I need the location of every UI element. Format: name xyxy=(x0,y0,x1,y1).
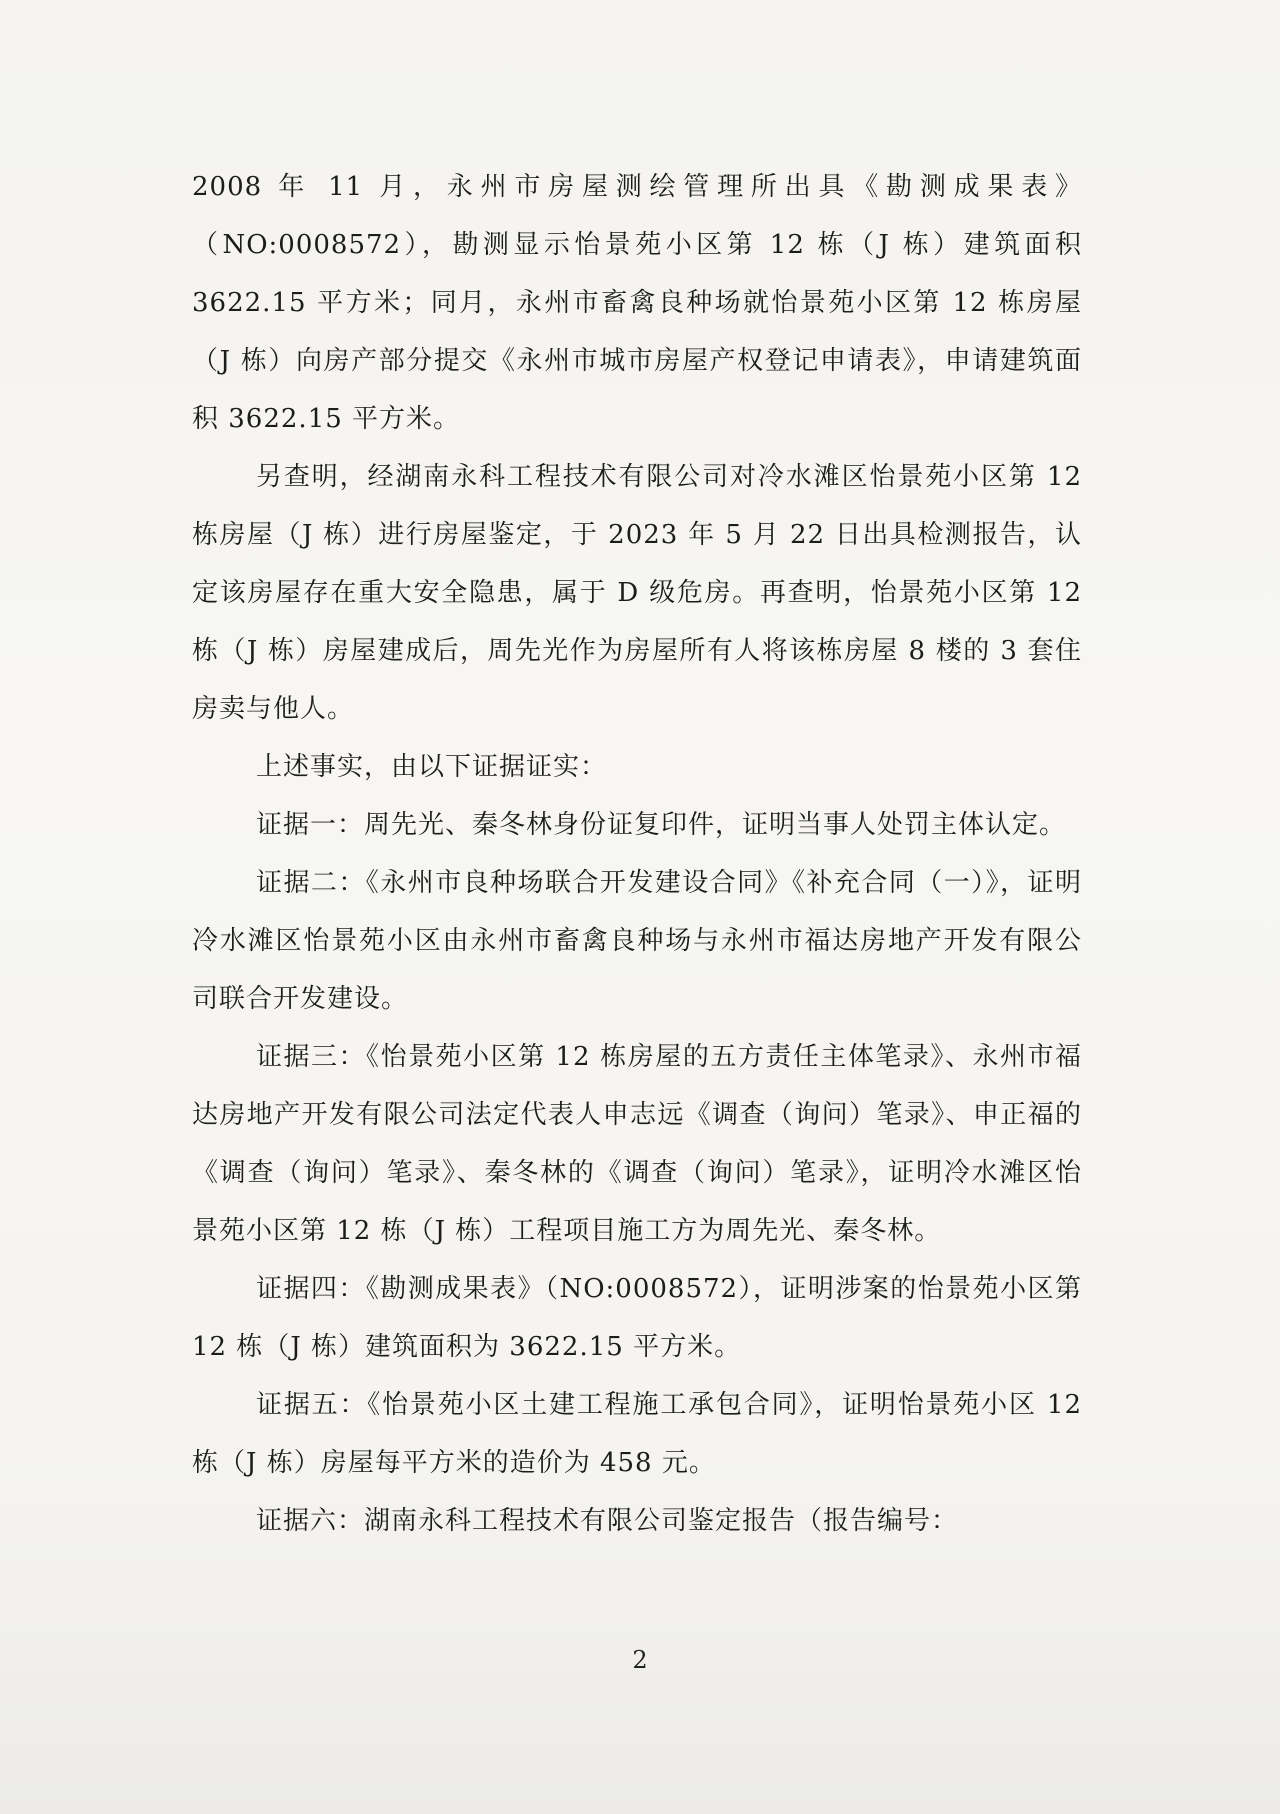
paragraph-evidence-3: 证据三：《怡景苑小区第 12 栋房屋的五方责任主体笔录》、永州市福达房地产开发有限公司法定代表人申志远《调查（询问）笔录》、申正福的《调查（询问）笔录》、秦冬林的《调查（询问）笔录》，证明冷水滩区怡景苑小区第 12 栋（J 栋）工程项目施工方为周先光、秦冬林。 xyxy=(192,1042,1082,1246)
document-body xyxy=(192,158,1082,1550)
paragraph-evidence-2: 证据二：《永州市良种场联合开发建设合同》《补充合同（一）》，证明冷水滩区怡景苑小区由永州市畜禽良种场与永州市福达房地产开发有限公司联合开发建设。 xyxy=(192,868,1082,1014)
paragraph-evidence-6: 证据六：湖南永科工程技术有限公司鉴定报告（报告编号： xyxy=(256,1506,959,1536)
page-number: 2 xyxy=(632,1646,648,1674)
paragraph-further-findings: 另查明，经湖南永科工程技术有限公司对冷水滩区怡景苑小区第 12 栋房屋（J 栋）进行房屋鉴定，于 2023 年 5 月 22 日出具检测报告，认定该房屋存在重大安全隐患，属于 D 级危房。再查明，怡景苑小区第 12 栋（J 栋）房屋建成后，周先光作为房屋所有人将该栋房屋 8 楼的 3 套住房卖与他人。 xyxy=(192,462,1082,724)
paragraph-evidence-intro: 上述事实，由以下证据证实： xyxy=(256,752,608,782)
paragraph-evidence-1: 证据一：周先光、秦冬林身份证复印件，证明当事人处罚主体认定。 xyxy=(256,810,1067,840)
paragraph-evidence-5: 证据五：《怡景苑小区土建工程施工承包合同》，证明怡景苑小区 12 栋（J 栋）房屋每平方米的造价为 458 元。 xyxy=(192,1390,1082,1478)
paragraph-survey-report: 2008 年 11 月，永州市房屋测绘管理所出具《勘测成果表》（NO:0008572），勘测显示怡景苑小区第 12 栋（J 栋）建筑面积 3622.15 平方米；同月，永州市畜禽良种场就怡景苑小区第 12 栋房屋（J 栋）向房产部分提交《永州市城市房屋产权登记申请表》，申请建筑面积 3622.15 平方米。 xyxy=(192,172,1082,434)
paragraph-evidence-4: 证据四：《勘测成果表》（NO:0008572），证明涉案的怡景苑小区第 12 栋（J 栋）建筑面积为 3622.15 平方米。 xyxy=(192,1274,1082,1362)
